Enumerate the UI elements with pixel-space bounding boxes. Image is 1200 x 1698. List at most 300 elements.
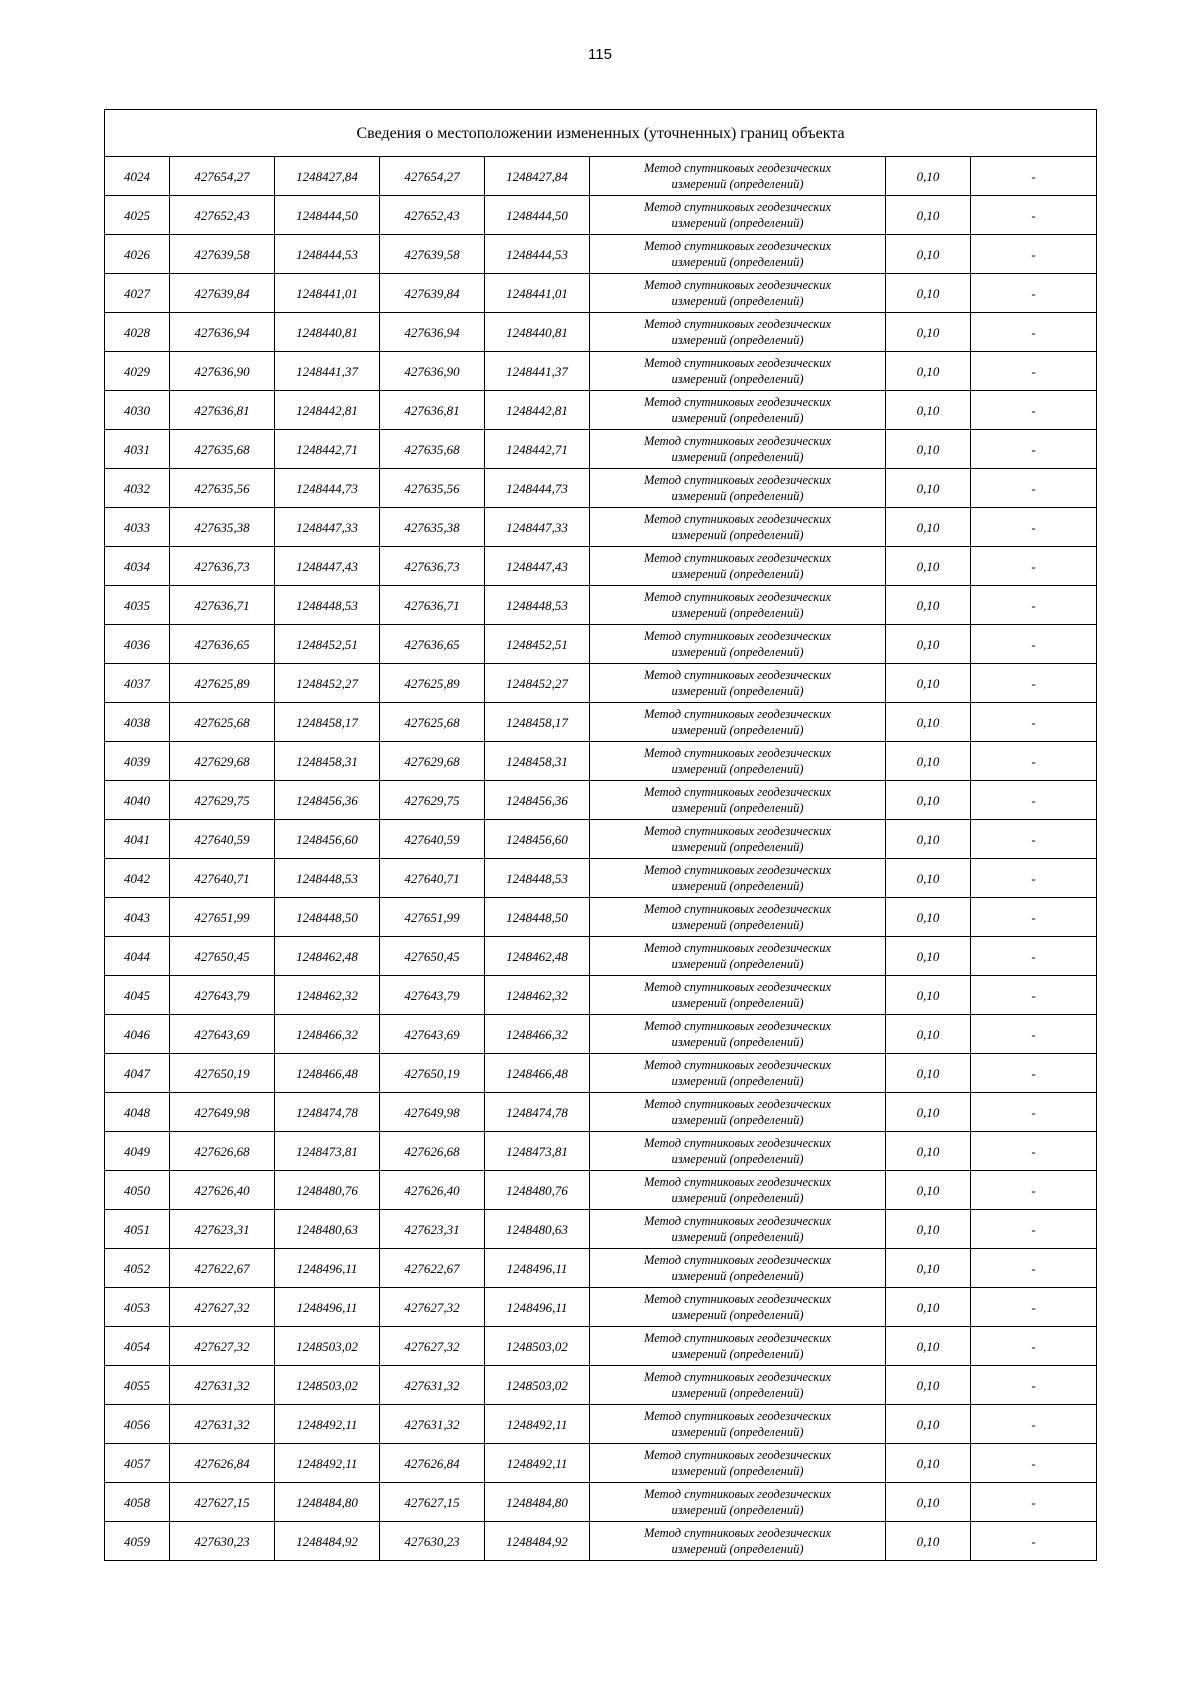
point-number-cell: 4048 xyxy=(105,1093,170,1132)
y-refined-cell: 1248441,37 xyxy=(485,352,590,391)
x-existing-cell: 427623,31 xyxy=(170,1210,275,1249)
method-cell xyxy=(590,1210,886,1249)
note-cell: - xyxy=(971,1015,1097,1054)
table-row xyxy=(105,1171,1097,1210)
x-existing-cell: 427640,71 xyxy=(170,859,275,898)
x-existing-cell: 427636,81 xyxy=(170,391,275,430)
method-line-1: Метод спутниковых геодезических xyxy=(643,941,832,955)
y-refined-cell: 1248448,53 xyxy=(485,586,590,625)
x-refined-cell: 427635,38 xyxy=(380,508,485,547)
note-cell: - xyxy=(971,625,1097,664)
y-existing-cell: 1248440,81 xyxy=(275,313,380,352)
table-row xyxy=(105,742,1097,781)
y-refined-cell: 1248448,53 xyxy=(485,859,590,898)
method-line-2: измерений (определений) xyxy=(671,1542,804,1556)
table-row xyxy=(105,781,1097,820)
y-existing-cell: 1248503,02 xyxy=(275,1327,380,1366)
note-cell: - xyxy=(971,976,1097,1015)
accuracy-cell: 0,10 xyxy=(886,1054,971,1093)
table-row xyxy=(105,1444,1097,1483)
y-existing-cell: 1248444,53 xyxy=(275,235,380,274)
x-refined-cell: 427629,68 xyxy=(380,742,485,781)
note-cell: - xyxy=(971,157,1097,196)
table-row xyxy=(105,586,1097,625)
method-cell xyxy=(590,1483,886,1522)
x-refined-cell: 427631,32 xyxy=(380,1405,485,1444)
accuracy-cell: 0,10 xyxy=(886,352,971,391)
method-line-2: измерений (определений) xyxy=(671,216,804,230)
method-line-2: измерений (определений) xyxy=(671,450,804,464)
x-existing-cell: 427636,65 xyxy=(170,625,275,664)
method-line-2: измерений (определений) xyxy=(671,762,804,776)
note-cell: - xyxy=(971,1093,1097,1132)
x-existing-cell: 427651,99 xyxy=(170,898,275,937)
x-existing-cell: 427626,68 xyxy=(170,1132,275,1171)
y-existing-cell: 1248442,71 xyxy=(275,430,380,469)
x-refined-cell: 427626,84 xyxy=(380,1444,485,1483)
y-refined-cell: 1248442,71 xyxy=(485,430,590,469)
y-refined-cell: 1248484,80 xyxy=(485,1483,590,1522)
y-refined-cell: 1248503,02 xyxy=(485,1366,590,1405)
accuracy-cell: 0,10 xyxy=(886,1015,971,1054)
x-refined-cell: 427626,40 xyxy=(380,1171,485,1210)
table-row xyxy=(105,391,1097,430)
x-existing-cell: 427635,38 xyxy=(170,508,275,547)
point-number-cell: 4042 xyxy=(105,859,170,898)
method-cell xyxy=(590,1171,886,1210)
point-number-cell: 4044 xyxy=(105,937,170,976)
note-cell: - xyxy=(971,1132,1097,1171)
method-line-2: измерений (определений) xyxy=(671,918,804,932)
point-number-cell: 4035 xyxy=(105,586,170,625)
method-line-2: измерений (определений) xyxy=(671,996,804,1010)
table-row xyxy=(105,664,1097,703)
accuracy-cell: 0,10 xyxy=(886,898,971,937)
method-line-1: Метод спутниковых геодезических xyxy=(643,1175,832,1189)
accuracy-cell: 0,10 xyxy=(886,976,971,1015)
y-refined-cell: 1248447,43 xyxy=(485,547,590,586)
method-cell xyxy=(590,859,886,898)
y-existing-cell: 1248447,43 xyxy=(275,547,380,586)
x-refined-cell: 427622,67 xyxy=(380,1249,485,1288)
page-number: 115 xyxy=(588,46,612,63)
method-line-2: измерений (определений) xyxy=(671,1464,804,1478)
method-cell xyxy=(590,820,886,859)
method-line-2: измерений (определений) xyxy=(671,294,804,308)
note-cell: - xyxy=(971,235,1097,274)
method-line-1: Метод спутниковых геодезических xyxy=(643,785,832,799)
method-line-1: Метод спутниковых геодезических xyxy=(643,473,832,487)
accuracy-cell: 0,10 xyxy=(886,742,971,781)
table-row xyxy=(105,1483,1097,1522)
note-cell: - xyxy=(971,859,1097,898)
method-line-2: измерений (определений) xyxy=(671,372,804,386)
x-existing-cell: 427629,75 xyxy=(170,781,275,820)
x-existing-cell: 427643,69 xyxy=(170,1015,275,1054)
table-row xyxy=(105,196,1097,235)
method-line-1: Метод спутниковых геодезических xyxy=(643,1058,832,1072)
method-cell xyxy=(590,508,886,547)
x-refined-cell: 427650,45 xyxy=(380,937,485,976)
y-existing-cell: 1248466,32 xyxy=(275,1015,380,1054)
method-line-1: Метод спутниковых геодезических xyxy=(643,902,832,916)
y-existing-cell: 1248441,01 xyxy=(275,274,380,313)
x-existing-cell: 427639,84 xyxy=(170,274,275,313)
note-cell: - xyxy=(971,898,1097,937)
x-existing-cell: 427652,43 xyxy=(170,196,275,235)
accuracy-cell: 0,10 xyxy=(886,1405,971,1444)
table-row xyxy=(105,1366,1097,1405)
y-existing-cell: 1248456,60 xyxy=(275,820,380,859)
accuracy-cell: 0,10 xyxy=(886,469,971,508)
table-row xyxy=(105,976,1097,1015)
y-existing-cell: 1248448,53 xyxy=(275,586,380,625)
method-cell xyxy=(590,1405,886,1444)
y-existing-cell: 1248462,48 xyxy=(275,937,380,976)
point-number-cell: 4034 xyxy=(105,547,170,586)
method-cell xyxy=(590,469,886,508)
method-cell xyxy=(590,1054,886,1093)
x-refined-cell: 427625,68 xyxy=(380,703,485,742)
note-cell: - xyxy=(971,1054,1097,1093)
y-existing-cell: 1248444,50 xyxy=(275,196,380,235)
note-cell: - xyxy=(971,820,1097,859)
y-refined-cell: 1248492,11 xyxy=(485,1444,590,1483)
accuracy-cell: 0,10 xyxy=(886,937,971,976)
table-title-row xyxy=(105,110,1097,157)
point-number-cell: 4037 xyxy=(105,664,170,703)
x-refined-cell: 427635,68 xyxy=(380,430,485,469)
point-number-cell: 4028 xyxy=(105,313,170,352)
x-existing-cell: 427635,68 xyxy=(170,430,275,469)
y-existing-cell: 1248466,48 xyxy=(275,1054,380,1093)
y-refined-cell: 1248480,63 xyxy=(485,1210,590,1249)
y-refined-cell: 1248441,01 xyxy=(485,274,590,313)
accuracy-cell: 0,10 xyxy=(886,1132,971,1171)
table-row xyxy=(105,1249,1097,1288)
note-cell: - xyxy=(971,703,1097,742)
note-cell: - xyxy=(971,1366,1097,1405)
accuracy-cell: 0,10 xyxy=(886,274,971,313)
method-cell xyxy=(590,1249,886,1288)
x-refined-cell: 427636,94 xyxy=(380,313,485,352)
method-cell xyxy=(590,781,886,820)
note-cell: - xyxy=(971,664,1097,703)
point-number-cell: 4038 xyxy=(105,703,170,742)
y-existing-cell: 1248442,81 xyxy=(275,391,380,430)
method-line-1: Метод спутниковых геодезических xyxy=(643,668,832,682)
accuracy-cell: 0,10 xyxy=(886,547,971,586)
y-refined-cell: 1248452,27 xyxy=(485,664,590,703)
point-number-cell: 4055 xyxy=(105,1366,170,1405)
point-number-cell: 4046 xyxy=(105,1015,170,1054)
method-cell xyxy=(590,703,886,742)
method-cell xyxy=(590,1522,886,1561)
note-cell: - xyxy=(971,1210,1097,1249)
method-line-1: Метод спутниковых геодезических xyxy=(643,1487,832,1501)
y-refined-cell: 1248496,11 xyxy=(485,1249,590,1288)
note-cell: - xyxy=(971,1327,1097,1366)
note-cell: - xyxy=(971,1444,1097,1483)
y-refined-cell: 1248466,48 xyxy=(485,1054,590,1093)
x-refined-cell: 427636,65 xyxy=(380,625,485,664)
table-row xyxy=(105,898,1097,937)
method-cell xyxy=(590,664,886,703)
accuracy-cell: 0,10 xyxy=(886,1327,971,1366)
point-number-cell: 4024 xyxy=(105,157,170,196)
x-refined-cell: 427623,31 xyxy=(380,1210,485,1249)
method-cell xyxy=(590,586,886,625)
x-refined-cell: 427639,58 xyxy=(380,235,485,274)
x-existing-cell: 427650,19 xyxy=(170,1054,275,1093)
method-line-2: измерений (определений) xyxy=(671,1230,804,1244)
accuracy-cell: 0,10 xyxy=(886,1210,971,1249)
note-cell: - xyxy=(971,508,1097,547)
y-existing-cell: 1248456,36 xyxy=(275,781,380,820)
method-line-1: Метод спутниковых геодезических xyxy=(643,434,832,448)
accuracy-cell: 0,10 xyxy=(886,196,971,235)
x-refined-cell: 427629,75 xyxy=(380,781,485,820)
table-row xyxy=(105,235,1097,274)
y-existing-cell: 1248480,76 xyxy=(275,1171,380,1210)
y-existing-cell: 1248444,73 xyxy=(275,469,380,508)
accuracy-cell: 0,10 xyxy=(886,1366,971,1405)
x-refined-cell: 427654,27 xyxy=(380,157,485,196)
method-line-1: Метод спутниковых геодезических xyxy=(643,863,832,877)
x-existing-cell: 427643,79 xyxy=(170,976,275,1015)
point-number-cell: 4025 xyxy=(105,196,170,235)
x-existing-cell: 427626,40 xyxy=(170,1171,275,1210)
method-line-1: Метод спутниковых геодезических xyxy=(643,1019,832,1033)
method-cell xyxy=(590,976,886,1015)
accuracy-cell: 0,10 xyxy=(886,1249,971,1288)
method-line-1: Метод спутниковых геодезических xyxy=(643,1331,832,1345)
method-line-1: Метод спутниковых геодезических xyxy=(643,512,832,526)
method-cell xyxy=(590,352,886,391)
x-existing-cell: 427650,45 xyxy=(170,937,275,976)
y-existing-cell: 1248484,92 xyxy=(275,1522,380,1561)
note-cell: - xyxy=(971,586,1097,625)
point-number-cell: 4026 xyxy=(105,235,170,274)
note-cell: - xyxy=(971,1288,1097,1327)
point-number-cell: 4045 xyxy=(105,976,170,1015)
y-existing-cell: 1248462,32 xyxy=(275,976,380,1015)
method-line-2: измерений (определений) xyxy=(671,840,804,854)
x-refined-cell: 427636,81 xyxy=(380,391,485,430)
table-row xyxy=(105,469,1097,508)
x-existing-cell: 427625,68 xyxy=(170,703,275,742)
y-existing-cell: 1248448,53 xyxy=(275,859,380,898)
x-refined-cell: 427630,23 xyxy=(380,1522,485,1561)
y-existing-cell: 1248474,78 xyxy=(275,1093,380,1132)
method-line-1: Метод спутниковых геодезических xyxy=(643,395,832,409)
x-existing-cell: 427636,71 xyxy=(170,586,275,625)
point-number-cell: 4053 xyxy=(105,1288,170,1327)
table-row xyxy=(105,1054,1097,1093)
x-refined-cell: 427651,99 xyxy=(380,898,485,937)
y-refined-cell: 1248447,33 xyxy=(485,508,590,547)
method-line-1: Метод спутниковых геодезических xyxy=(643,1370,832,1384)
x-refined-cell: 427650,19 xyxy=(380,1054,485,1093)
y-existing-cell: 1248480,63 xyxy=(275,1210,380,1249)
method-line-2: измерений (определений) xyxy=(671,1347,804,1361)
note-cell: - xyxy=(971,196,1097,235)
method-line-1: Метод спутниковых геодезических xyxy=(643,1448,832,1462)
y-refined-cell: 1248452,51 xyxy=(485,625,590,664)
x-refined-cell: 427640,71 xyxy=(380,859,485,898)
table-row xyxy=(105,1327,1097,1366)
point-number-cell: 4030 xyxy=(105,391,170,430)
accuracy-cell: 0,10 xyxy=(886,313,971,352)
method-cell xyxy=(590,157,886,196)
method-line-1: Метод спутниковых геодезических xyxy=(643,1292,832,1306)
x-existing-cell: 427636,73 xyxy=(170,547,275,586)
note-cell: - xyxy=(971,1249,1097,1288)
table-row xyxy=(105,703,1097,742)
y-existing-cell: 1248452,51 xyxy=(275,625,380,664)
method-line-1: Метод спутниковых геодезических xyxy=(643,278,832,292)
point-number-cell: 4032 xyxy=(105,469,170,508)
x-existing-cell: 427635,56 xyxy=(170,469,275,508)
method-line-2: измерений (определений) xyxy=(671,255,804,269)
y-refined-cell: 1248458,17 xyxy=(485,703,590,742)
y-existing-cell: 1248452,27 xyxy=(275,664,380,703)
method-line-1: Метод спутниковых геодезических xyxy=(643,356,832,370)
x-existing-cell: 427627,32 xyxy=(170,1327,275,1366)
y-refined-cell: 1248496,11 xyxy=(485,1288,590,1327)
point-number-cell: 4058 xyxy=(105,1483,170,1522)
y-refined-cell: 1248492,11 xyxy=(485,1405,590,1444)
x-existing-cell: 427626,84 xyxy=(170,1444,275,1483)
method-line-2: измерений (определений) xyxy=(671,723,804,737)
x-refined-cell: 427652,43 xyxy=(380,196,485,235)
x-existing-cell: 427627,32 xyxy=(170,1288,275,1327)
accuracy-cell: 0,10 xyxy=(886,625,971,664)
y-refined-cell: 1248480,76 xyxy=(485,1171,590,1210)
point-number-cell: 4036 xyxy=(105,625,170,664)
accuracy-cell: 0,10 xyxy=(886,781,971,820)
x-existing-cell: 427625,89 xyxy=(170,664,275,703)
table-row xyxy=(105,1132,1097,1171)
note-cell: - xyxy=(971,937,1097,976)
method-line-2: измерений (определений) xyxy=(671,645,804,659)
method-cell xyxy=(590,430,886,469)
method-line-1: Метод спутниковых геодезических xyxy=(643,200,832,214)
table-row xyxy=(105,625,1097,664)
y-refined-cell: 1248456,60 xyxy=(485,820,590,859)
method-line-1: Метод спутниковых геодезических xyxy=(643,629,832,643)
x-refined-cell: 427631,32 xyxy=(380,1366,485,1405)
x-refined-cell: 427639,84 xyxy=(380,274,485,313)
method-line-1: Метод спутниковых геодезических xyxy=(643,746,832,760)
point-number-cell: 4033 xyxy=(105,508,170,547)
accuracy-cell: 0,10 xyxy=(886,391,971,430)
method-line-1: Метод спутниковых геодезических xyxy=(643,590,832,604)
point-number-cell: 4031 xyxy=(105,430,170,469)
point-number-cell: 4054 xyxy=(105,1327,170,1366)
note-cell: - xyxy=(971,430,1097,469)
point-number-cell: 4057 xyxy=(105,1444,170,1483)
note-cell: - xyxy=(971,1405,1097,1444)
accuracy-cell: 0,10 xyxy=(886,508,971,547)
method-line-2: измерений (определений) xyxy=(671,177,804,191)
x-existing-cell: 427630,23 xyxy=(170,1522,275,1561)
y-existing-cell: 1248448,50 xyxy=(275,898,380,937)
accuracy-cell: 0,10 xyxy=(886,430,971,469)
method-line-2: измерений (определений) xyxy=(671,528,804,542)
method-line-1: Метод спутниковых геодезических xyxy=(643,1136,832,1150)
accuracy-cell: 0,10 xyxy=(886,157,971,196)
table-row xyxy=(105,820,1097,859)
method-line-1: Метод спутниковых геодезических xyxy=(643,239,832,253)
y-refined-cell: 1248444,73 xyxy=(485,469,590,508)
x-refined-cell: 427635,56 xyxy=(380,469,485,508)
note-cell: - xyxy=(971,391,1097,430)
method-line-1: Метод спутниковых геодезических xyxy=(643,317,832,331)
y-existing-cell: 1248447,33 xyxy=(275,508,380,547)
method-line-2: измерений (определений) xyxy=(671,411,804,425)
point-number-cell: 4029 xyxy=(105,352,170,391)
x-existing-cell: 427631,32 xyxy=(170,1366,275,1405)
x-existing-cell: 427627,15 xyxy=(170,1483,275,1522)
accuracy-cell: 0,10 xyxy=(886,586,971,625)
y-existing-cell: 1248441,37 xyxy=(275,352,380,391)
x-existing-cell: 427640,59 xyxy=(170,820,275,859)
table-row xyxy=(105,430,1097,469)
y-refined-cell: 1248442,81 xyxy=(485,391,590,430)
method-cell xyxy=(590,391,886,430)
y-existing-cell: 1248503,02 xyxy=(275,1366,380,1405)
method-cell xyxy=(590,937,886,976)
method-line-2: измерений (определений) xyxy=(671,1074,804,1088)
x-existing-cell: 427622,67 xyxy=(170,1249,275,1288)
table-row xyxy=(105,859,1097,898)
table-row xyxy=(105,352,1097,391)
y-refined-cell: 1248503,02 xyxy=(485,1327,590,1366)
point-number-cell: 4051 xyxy=(105,1210,170,1249)
point-number-cell: 4056 xyxy=(105,1405,170,1444)
method-line-1: Метод спутниковых геодезических xyxy=(643,1526,832,1540)
method-cell xyxy=(590,1327,886,1366)
x-existing-cell: 427649,98 xyxy=(170,1093,275,1132)
x-refined-cell: 427643,79 xyxy=(380,976,485,1015)
x-existing-cell: 427636,90 xyxy=(170,352,275,391)
accuracy-cell: 0,10 xyxy=(886,820,971,859)
table-row xyxy=(105,1522,1097,1561)
note-cell: - xyxy=(971,742,1097,781)
y-refined-cell: 1248440,81 xyxy=(485,313,590,352)
point-number-cell: 4059 xyxy=(105,1522,170,1561)
method-line-2: измерений (определений) xyxy=(671,1425,804,1439)
accuracy-cell: 0,10 xyxy=(886,664,971,703)
method-line-2: измерений (определений) xyxy=(671,1035,804,1049)
method-line-2: измерений (определений) xyxy=(671,1113,804,1127)
accuracy-cell: 0,10 xyxy=(886,1093,971,1132)
method-line-2: измерений (определений) xyxy=(671,801,804,815)
note-cell: - xyxy=(971,781,1097,820)
point-number-cell: 4027 xyxy=(105,274,170,313)
method-line-1: Метод спутниковых геодезических xyxy=(643,980,832,994)
note-cell: - xyxy=(971,547,1097,586)
point-number-cell: 4040 xyxy=(105,781,170,820)
x-refined-cell: 427627,32 xyxy=(380,1288,485,1327)
y-existing-cell: 1248473,81 xyxy=(275,1132,380,1171)
accuracy-cell: 0,10 xyxy=(886,1288,971,1327)
method-line-1: Метод спутниковых геодезических xyxy=(643,1253,832,1267)
note-cell: - xyxy=(971,274,1097,313)
y-refined-cell: 1248473,81 xyxy=(485,1132,590,1171)
note-cell: - xyxy=(971,1171,1097,1210)
